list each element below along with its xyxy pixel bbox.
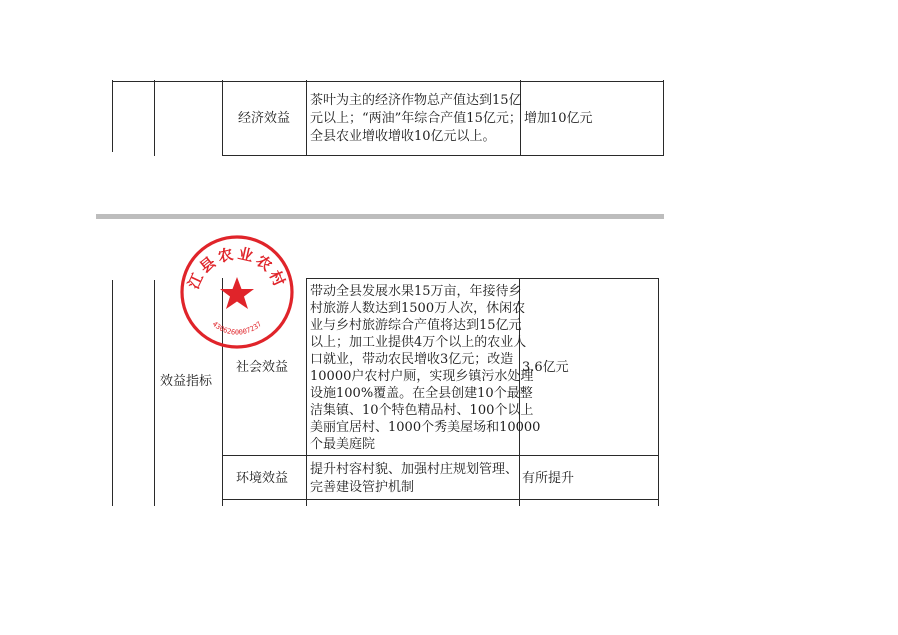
column-divider <box>306 80 307 156</box>
table-left-border <box>112 80 113 152</box>
column-divider <box>222 80 223 156</box>
description-line: 美丽宜居村、1000个秀美屋场和10000 <box>310 420 541 435</box>
table-left-border <box>112 280 113 506</box>
description-line: 10000户农村户厕，实现乡镇污水处理 <box>310 369 534 384</box>
star-icon <box>220 277 254 309</box>
description-line: 村旅游人数达到1500万人次，休闲农 <box>310 301 526 316</box>
svg-text:平江县农业农村局 <box>178 233 290 293</box>
seal-text: 江县农业农村 <box>184 244 290 292</box>
description-line: 茶叶为主的经济作物总产值达到15亿 <box>310 93 522 108</box>
row-divider <box>222 455 658 456</box>
description-line: 洁集镇、10个特色精品村、100个以上 <box>310 403 534 418</box>
description-line: 全县农业增收增收10亿元以上。 <box>310 129 496 144</box>
description-line: 以上；加工业提供4万个以上的农业人 <box>310 335 527 350</box>
description-line: 口就业，带动农民增收3亿元；改造 <box>310 352 514 367</box>
description-line: 提升村容村貌、加强村庄规划管理、 <box>310 462 519 477</box>
value-cell: 3.6亿元 <box>522 360 569 375</box>
svg-text:4306260007237 <box>211 320 264 337</box>
row-divider <box>306 278 658 279</box>
table-right-border <box>663 80 664 156</box>
description-line: 元以上；“两油”年综合产值15亿元； <box>310 111 522 126</box>
official-seal <box>178 233 296 351</box>
seal-serial: 4306260007237 <box>210 320 264 337</box>
row-divider <box>222 155 664 156</box>
description-line: 个最美庭院 <box>310 437 376 452</box>
description-line: 设施100%覆盖。在全县创建10个最整 <box>310 386 533 401</box>
description-line: 带动全县发展水果15万亩，年接待乡 <box>310 284 522 299</box>
value-cell: 有所提升 <box>522 471 575 486</box>
seal-graphic <box>178 233 296 351</box>
table-right-border <box>658 278 659 506</box>
row-divider <box>222 499 658 500</box>
category-label: 经济效益 <box>238 111 291 126</box>
column-divider <box>154 280 155 506</box>
category-label: 环境效益 <box>236 471 289 486</box>
description-line: 业与乡村旅游综合产值将达到15亿元 <box>310 318 522 333</box>
column-divider <box>306 278 307 506</box>
group-label: 效益指标 <box>160 374 213 389</box>
page-break-strip <box>96 214 664 219</box>
row-divider <box>112 81 664 82</box>
category-label: 社会效益 <box>236 360 289 375</box>
column-divider <box>154 80 155 156</box>
description-line: 完善建设管护机制 <box>310 480 415 495</box>
value-cell: 增加10亿元 <box>524 111 593 126</box>
